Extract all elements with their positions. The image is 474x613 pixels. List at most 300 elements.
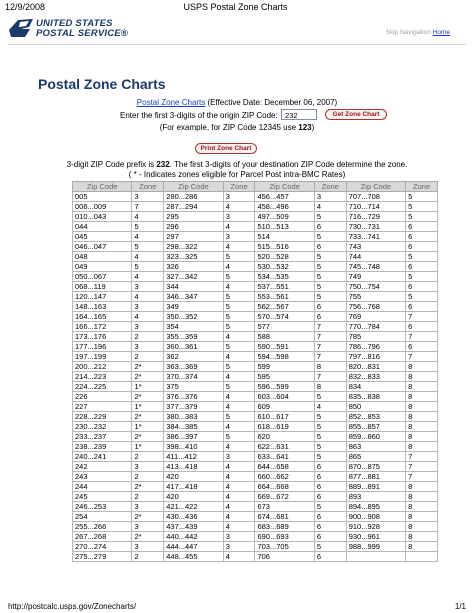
zone-cell: 4 (132, 312, 164, 322)
zone-cell: 5 (314, 432, 346, 442)
zip-code-cell: 226 (73, 392, 132, 402)
zip-code-cell: 889...891 (346, 482, 405, 492)
zip-code-cell: 044 (73, 222, 132, 232)
zone-cell: 8 (406, 412, 438, 422)
table-row (73, 292, 438, 302)
zip-code-cell: 520...528 (255, 252, 314, 262)
zone-cell: 3 (132, 502, 164, 512)
zone-cell: 2* (132, 532, 164, 542)
zip-code-cell: 362 (164, 352, 223, 362)
zip-code-cell: 595 (255, 372, 314, 382)
zone-cell: 4 (132, 272, 164, 282)
zone-cell: 8 (406, 382, 438, 392)
zone-cell: 6 (406, 282, 438, 292)
print-header (5, 2, 466, 14)
zone-cell: 2* (132, 392, 164, 402)
zone-cell: 5 (406, 192, 438, 202)
zip-code-cell: 349 (164, 302, 223, 312)
zip-example-post: ) (311, 123, 315, 132)
zone-cell: 4 (223, 202, 255, 212)
zone-cell: 4 (223, 422, 255, 432)
zip-code-cell: 749 (346, 272, 405, 282)
zip-code-cell: 710...714 (346, 202, 405, 212)
zip-code-column-header: Zip Code (73, 182, 132, 192)
zip-code-cell: 437...439 (164, 522, 223, 532)
zip-code-cell: 227 (73, 402, 132, 412)
zone-cell: 4 (223, 262, 255, 272)
zip-code-cell: 786...796 (346, 342, 405, 352)
zip-code-cell: 413...418 (164, 462, 223, 472)
table-row (73, 272, 438, 282)
zone-description-post: . The first 3-digits of your destination ZIP Code determine the zone. (169, 160, 408, 169)
table-row (73, 262, 438, 272)
zip-code-cell: 859...860 (346, 432, 405, 442)
table-row (73, 532, 438, 542)
zip-code-cell: 674...681 (255, 512, 314, 522)
zone-cell: 2 (132, 472, 164, 482)
zip-code-cell: 534...535 (255, 272, 314, 282)
zone-cell: 6 (314, 522, 346, 532)
zone-cell: 5 (314, 212, 346, 222)
zone-description-pre: 3-digit ZIP Code prefix is (66, 160, 157, 169)
zip-code-cell: 448...455 (164, 552, 223, 562)
zip-code-cell: 005 (73, 192, 132, 202)
zone-column-header: Zone (223, 182, 255, 192)
zone-cell: 3 (132, 542, 164, 552)
zone-cell: 7 (314, 342, 346, 352)
zip-code-column-header: Zip Code (255, 182, 314, 192)
zone-cell: 8 (406, 422, 438, 432)
zip-code-cell: 197...199 (73, 352, 132, 362)
table-row (73, 352, 438, 362)
zip-code-cell: 594...598 (255, 352, 314, 362)
zone-cell: 4 (223, 512, 255, 522)
zip-code-cell: 228...229 (73, 412, 132, 422)
zip-code-cell: 877...881 (346, 472, 405, 482)
zone-cell: 7 (314, 372, 346, 382)
zone-cell: 7 (406, 352, 438, 362)
table-row (73, 252, 438, 262)
zip-code-cell: 743 (346, 242, 405, 252)
table-row (73, 232, 438, 242)
zone-cell: 2* (132, 482, 164, 492)
zip-code-cell: 296 (164, 222, 223, 232)
zone-cell: 6 (406, 242, 438, 252)
zip-code-cell: 010...043 (73, 212, 132, 222)
zip-code-cell: 756...768 (346, 302, 405, 312)
zip-code-cell: 588 (255, 332, 314, 342)
logo-line2: POSTAL SERVICE® (36, 28, 128, 39)
zip-code-cell: 376...376 (164, 392, 223, 402)
zone-cell: 2* (132, 362, 164, 372)
zip-code-cell: 609 (255, 402, 314, 412)
zone-cell: 5 (223, 252, 255, 262)
zip-code-cell: 660...662 (255, 472, 314, 482)
zip-code-cell: 430...436 (164, 512, 223, 522)
zone-cell: 4 (223, 352, 255, 362)
zone-cell: 5 (314, 392, 346, 402)
zip-code-cell: 355...359 (164, 332, 223, 342)
zone-cell: 4 (132, 292, 164, 302)
zip-code-column-header: Zip Code (164, 182, 223, 192)
zone-cell: 3 (132, 322, 164, 332)
zone-cell: 1* (132, 422, 164, 432)
zone-column-header: Zone (132, 182, 164, 192)
zip-code-cell: 716...729 (346, 212, 405, 222)
zip-code-cell: 242 (73, 462, 132, 472)
zip-code-cell: 834 (346, 382, 405, 392)
zone-cell: 5 (314, 272, 346, 282)
zip-code-cell: 267...268 (73, 532, 132, 542)
zone-cell: 4 (223, 552, 255, 562)
table-row (73, 402, 438, 412)
zip-code-cell: 618...619 (255, 422, 314, 432)
zip-code-cell: 244 (73, 482, 132, 492)
zone-cell: 4 (314, 202, 346, 212)
zip-code-cell: 769 (346, 312, 405, 322)
zip-code-cell: 590...591 (255, 342, 314, 352)
table-row (73, 522, 438, 532)
zone-description-prefix: 232 (156, 160, 170, 169)
zone-cell: 8 (406, 542, 438, 552)
zip-code-cell: 050...067 (73, 272, 132, 282)
zone-cell: 5 (406, 272, 438, 282)
zip-code-cell: 254 (73, 512, 132, 522)
zip-code-cell: 280...286 (164, 192, 223, 202)
zone-cell: 2 (132, 452, 164, 462)
zone-table-header (73, 182, 438, 192)
zone-column-header: Zone (406, 182, 438, 192)
zone-cell: 6 (406, 262, 438, 272)
zip-code-cell: 350...352 (164, 312, 223, 322)
zone-cell: 5 (314, 442, 346, 452)
zip-code-cell: 755 (346, 292, 405, 302)
zone-cell: 7 (314, 322, 346, 332)
zip-code-cell: 510...513 (255, 222, 314, 232)
table-row (73, 362, 438, 372)
zip-code-cell: 297 (164, 232, 223, 242)
zip-code-cell: 785 (346, 332, 405, 342)
zip-label: Enter the first 3-digits of the origin ZIP Code: (120, 111, 278, 120)
eagle-icon (8, 17, 34, 39)
zone-cell: 5 (314, 252, 346, 262)
zip-code-cell: 327...342 (164, 272, 223, 282)
zone-cell: 6 (406, 342, 438, 352)
zone-cell: 5 (314, 232, 346, 242)
postal-zone-charts-link[interactable]: Postal Zone Charts (136, 98, 206, 107)
table-row (73, 212, 438, 222)
zone-cell: 6 (314, 482, 346, 492)
zip-code-cell: 633...641 (255, 452, 314, 462)
zip-code-cell: 620 (255, 432, 314, 442)
zip-code-cell: 049 (73, 262, 132, 272)
effective-date: (Effective Date: December 06, 2007) (205, 98, 338, 107)
zone-cell: 2 (132, 552, 164, 562)
zip-code-cell: 570...574 (255, 312, 314, 322)
zone-cell: 6 (314, 222, 346, 232)
zip-code-cell: 744 (346, 252, 405, 262)
zip-code-cell: 690...693 (255, 532, 314, 542)
zip-code-cell: 326 (164, 262, 223, 272)
zip-code-cell: 444...447 (164, 542, 223, 552)
zip-code-cell: 553...561 (255, 292, 314, 302)
zone-cell: 4 (223, 222, 255, 232)
table-row (73, 412, 438, 422)
zone-description (0, 160, 474, 169)
zone-cell: 6 (314, 532, 346, 542)
zip-code-cell: 733...741 (346, 232, 405, 242)
zone-cell: 5 (223, 412, 255, 422)
zone-cell: 5 (223, 272, 255, 282)
zip-code-cell: 166...172 (73, 322, 132, 332)
zone-cell: 3 (223, 542, 255, 552)
zone-cell: 8 (314, 382, 346, 392)
zip-code-cell: 832...833 (346, 372, 405, 382)
zip-code-cell (346, 552, 405, 562)
zone-cell: 4 (223, 242, 255, 252)
zone-cell: 5 (223, 312, 255, 322)
skip-navigation (386, 29, 450, 36)
zone-cell: 5 (406, 212, 438, 222)
zip-code-cell: 420 (164, 472, 223, 482)
zip-code-cell: 683...689 (255, 522, 314, 532)
zip-code-cell: 669...672 (255, 492, 314, 502)
zone-cell: 3 (132, 282, 164, 292)
zip-code-cell: 377...379 (164, 402, 223, 412)
zone-cell: 4 (223, 482, 255, 492)
zone-cell: 8 (406, 492, 438, 502)
zone-cell: 5 (223, 362, 255, 372)
zone-cell: 4 (314, 402, 346, 412)
zip-code-cell: 068...119 (73, 282, 132, 292)
zip-code-cell: 238...239 (73, 442, 132, 452)
table-row (73, 202, 438, 212)
zone-cell: 8 (314, 362, 346, 372)
zone-cell: 4 (223, 392, 255, 402)
zone-cell: 1* (132, 382, 164, 392)
zip-code-cell: 622...631 (255, 442, 314, 452)
zone-cell: 5 (314, 292, 346, 302)
usps-logo[interactable] (8, 17, 138, 41)
zip-code-cell: 863 (346, 442, 405, 452)
zone-cell: 4 (223, 522, 255, 532)
table-row (73, 372, 438, 382)
table-row (73, 512, 438, 522)
zone-cell: 4 (223, 442, 255, 452)
zone-cell: 4 (223, 332, 255, 342)
zip-code-cell: 344 (164, 282, 223, 292)
zip-code-cell: 417...418 (164, 482, 223, 492)
zone-cell: 2 (132, 492, 164, 502)
zone-cell (406, 552, 438, 562)
zone-cell: 5 (314, 262, 346, 272)
zip-code-cell: 363...369 (164, 362, 223, 372)
zip-code-cell: 398...410 (164, 442, 223, 452)
zip-code-cell: 177...196 (73, 342, 132, 352)
zone-cell: 5 (406, 252, 438, 262)
zone-cell: 3 (132, 302, 164, 312)
zip-code-cell: 577 (255, 322, 314, 332)
zip-code-cell: 562...567 (255, 302, 314, 312)
zone-cell: 7 (406, 472, 438, 482)
zone-cell: 8 (406, 362, 438, 372)
zip-code-cell: 148...163 (73, 302, 132, 312)
table-row (73, 432, 438, 442)
header-divider (8, 44, 466, 45)
zone-cell: 3 (132, 342, 164, 352)
zone-cell: 4 (223, 492, 255, 502)
zone-cell: 7 (314, 352, 346, 362)
zip-code-cell: 852...853 (346, 412, 405, 422)
zone-cell: 3 (223, 532, 255, 542)
zip-code-cell: 458...496 (255, 202, 314, 212)
zone-cell: 3 (223, 232, 255, 242)
zip-code-cell: 214...223 (73, 372, 132, 382)
table-row (73, 462, 438, 472)
zone-cell: 1* (132, 402, 164, 412)
zip-code-cell: 855...857 (346, 422, 405, 432)
zip-code-cell: 910...928 (346, 522, 405, 532)
zone-cell: 8 (406, 532, 438, 542)
zone-cell: 4 (223, 282, 255, 292)
zone-cell: 8 (406, 522, 438, 532)
zone-cell: 3 (132, 522, 164, 532)
zone-cell: 7 (406, 312, 438, 322)
zone-cell: 5 (314, 282, 346, 292)
zip-code-cell: 530...532 (255, 262, 314, 272)
zip-code-cell: 246...253 (73, 502, 132, 512)
zone-cell: 2 (132, 352, 164, 362)
zip-code-cell: 298...322 (164, 242, 223, 252)
zone-cell: 2* (132, 372, 164, 382)
zone-cell: 8 (406, 482, 438, 492)
zone-cell: 6 (314, 302, 346, 312)
zip-code-cell: 870...875 (346, 462, 405, 472)
zip-code-cell: 703...705 (255, 542, 314, 552)
table-row (73, 382, 438, 392)
zip-code-cell: 730...731 (346, 222, 405, 232)
zip-code-cell: 835...838 (346, 392, 405, 402)
zip-code-cell: 610...617 (255, 412, 314, 422)
table-row (73, 222, 438, 232)
table-row (73, 342, 438, 352)
table-row (73, 242, 438, 252)
zip-code-cell: 243 (73, 472, 132, 482)
zip-code-cell: 770...784 (346, 322, 405, 332)
table-row (73, 192, 438, 202)
print-zone-chart-button[interactable]: Print Zone Chart (195, 143, 257, 154)
print-title: USPS Postal Zone Charts (183, 2, 288, 12)
logo-line1: UNITED STATES (36, 18, 113, 29)
zip-code-cell: 900...908 (346, 512, 405, 522)
zip-code-cell: 224...225 (73, 382, 132, 392)
zip-code-cell: 930...961 (346, 532, 405, 542)
zip-code-cell: 287...294 (164, 202, 223, 212)
zone-cell: 6 (314, 472, 346, 482)
zone-chart-table (72, 181, 438, 562)
intra-bmc-note: ( * - Indicates zones eligible for Parcel Post intra-BMC Rates) (128, 170, 346, 179)
zone-column-header: Zone (314, 182, 346, 192)
zip-code-cell: 370...374 (164, 372, 223, 382)
zip-code-cell: 354 (164, 322, 223, 332)
zip-code-cell: 456...457 (255, 192, 314, 202)
zone-cell: 2* (132, 512, 164, 522)
zip-code-column-header: Zip Code (346, 182, 405, 192)
zone-cell: 1* (132, 442, 164, 452)
zip-code-cell: 275...279 (73, 552, 132, 562)
zone-cell: 2* (132, 412, 164, 422)
zip-code-cell: 515...516 (255, 242, 314, 252)
table-row (73, 552, 438, 562)
zone-cell: 3 (132, 192, 164, 202)
zip-code-cell: 820...831 (346, 362, 405, 372)
zip-code-cell: 664...668 (255, 482, 314, 492)
zip-code-cell: 360...361 (164, 342, 223, 352)
table-row (73, 452, 438, 462)
zip-code-cell: 164...165 (73, 312, 132, 322)
zip-example-value: 123 (298, 123, 312, 132)
zip-code-cell: 048 (73, 252, 132, 262)
footer-page-number: 1/1 (454, 602, 466, 611)
print-date: 12/9/2008 (5, 2, 46, 12)
zone-cell: 4 (223, 502, 255, 512)
zone-cell: 8 (406, 392, 438, 402)
zone-cell: 4 (132, 212, 164, 222)
get-zone-chart-button[interactable]: Get Zone Chart (325, 109, 387, 120)
zone-cell: 7 (314, 332, 346, 342)
zip-code-cell: 255...266 (73, 522, 132, 532)
origin-zip-input[interactable]: 232 (281, 109, 317, 120)
zip-code-cell: 045 (73, 232, 132, 242)
zip-code-cell: 046...047 (73, 242, 132, 252)
zip-code-cell: 893 (346, 492, 405, 502)
zip-code-cell: 375 (164, 382, 223, 392)
zone-cell: 5 (314, 452, 346, 462)
zone-cell: 3 (223, 192, 255, 202)
zone-cell: 7 (132, 202, 164, 212)
zone-cell: 6 (314, 492, 346, 502)
zip-code-cell: 707...708 (346, 192, 405, 202)
zip-code-cell: 797...816 (346, 352, 405, 362)
zip-code-cell: 850 (346, 402, 405, 412)
home-link[interactable]: Home (432, 29, 450, 36)
table-row (73, 482, 438, 492)
zone-cell: 7 (406, 452, 438, 462)
zone-cell: 7 (406, 332, 438, 342)
zip-example (0, 123, 474, 132)
zone-cell: 8 (406, 432, 438, 442)
zip-code-cell: 603...604 (255, 392, 314, 402)
table-row (73, 542, 438, 552)
zone-cell: 5 (132, 222, 164, 232)
zip-code-cell: 230...232 (73, 422, 132, 432)
table-row (73, 282, 438, 292)
zip-code-cell: 894...895 (346, 502, 405, 512)
zip-code-cell: 420 (164, 492, 223, 502)
zone-cell: 3 (314, 192, 346, 202)
zip-code-cell: 745...748 (346, 262, 405, 272)
zip-code-cell: 988...999 (346, 542, 405, 552)
zip-code-cell: 537...551 (255, 282, 314, 292)
zip-example-pre: (For example, for ZIP Code 12345 use (159, 123, 299, 132)
zone-cell: 5 (314, 502, 346, 512)
zip-code-cell: 233...237 (73, 432, 132, 442)
zone-cell: 2* (132, 432, 164, 442)
skip-navigation-label: Skip Navigation (385, 29, 431, 36)
zip-code-cell: 295 (164, 212, 223, 222)
zone-cell: 6 (406, 222, 438, 232)
zone-cell: 5 (314, 542, 346, 552)
